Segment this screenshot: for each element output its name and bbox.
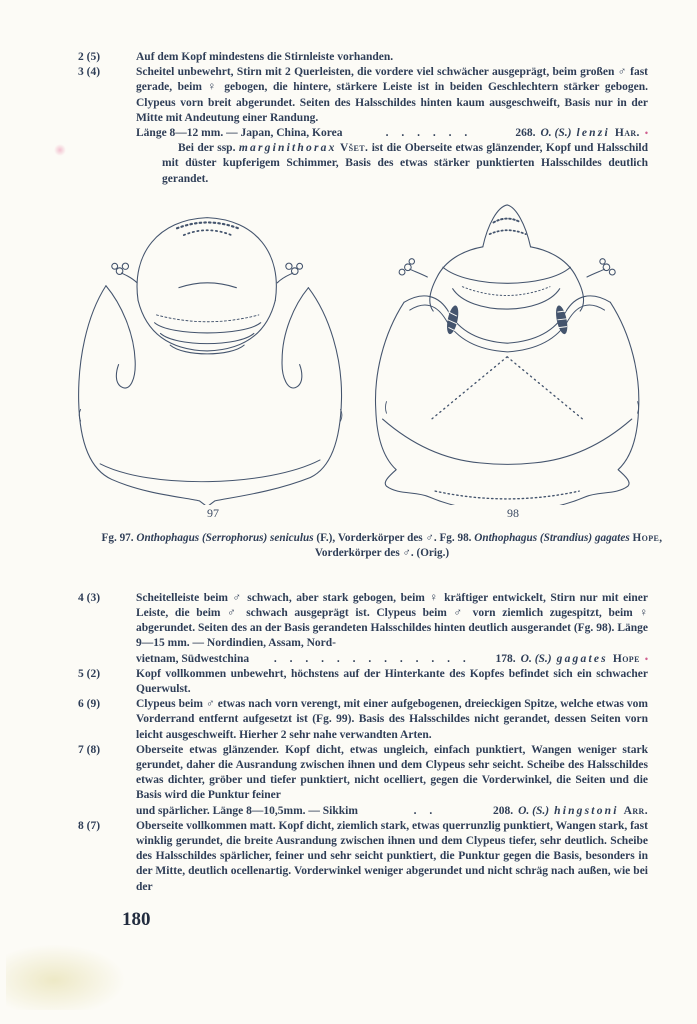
caption-fig1-label: Fg. 97. bbox=[101, 531, 134, 544]
item-number: 7 (8) bbox=[78, 743, 101, 756]
item-text: Oberseite vollkommen matt. Kopf dicht, ziemlich stark, etwas querrunzlig punktiert, Wangen stark, fast winklig gerundet, die breite Ausrandung zwischen ihnen und dem Clypeus tiefer, sehr deutlich. Scheibe des Halsschildes spärlicher, feiner und sehr seicht punktiert, die Punktur gegen die Basis, besonders in der Mitte, deutlich ocellenartig. Vorderwinkel weniger abgerundet und nicht schräg nach außen, wie bei der bbox=[136, 819, 648, 893]
species-epithet: lenzi bbox=[576, 127, 610, 140]
taxon-abbreviation: O. (S.) bbox=[518, 804, 550, 817]
item-text: Oberseite etwas glänzender. Kopf dicht, etwas ungleich, einfach punktiert, Wangen weniger stark gerundet, daher die Ausrandung zwischen ihnen und dem Clypeus sehr seicht. Scheibe des Halsschildes etwas dichter, gröber und tiefer punktiert, nicht ocelliert, gegen die Vorderwinkel, die Seiten und die Basis wird die Punktur feiner bbox=[136, 743, 648, 802]
item-number: 2 (5) bbox=[78, 51, 101, 63]
species-number: 208. bbox=[492, 804, 514, 817]
figure-number: 98 bbox=[507, 505, 519, 520]
key-item-6-9 bbox=[78, 697, 648, 743]
subspecies-name: marginithorax bbox=[238, 142, 337, 155]
dot-leader: . . . . . . . . . . . . . bbox=[273, 652, 471, 665]
pencil-mark bbox=[54, 144, 66, 156]
item-text: Kopf vollkommen unbewehrt, höchstens auf der Hinterkante des Kopfes befindet sich ein schwacher Querwulst. bbox=[136, 667, 648, 696]
caption-fig1-rest: Vorderkörper des ♂. bbox=[337, 531, 437, 544]
author-name: Všet. bbox=[339, 142, 369, 155]
ref-left-text: Länge 8—12 mm. — Japan, China, Korea bbox=[136, 127, 343, 140]
figure-98 bbox=[367, 193, 659, 521]
beetle-forebody-illustration-98 bbox=[367, 193, 659, 505]
author-name: Arr. bbox=[623, 804, 648, 817]
item-body bbox=[136, 591, 648, 667]
item-number: 8 (7) bbox=[78, 819, 101, 832]
note-lead: Bei der ssp. bbox=[178, 142, 236, 155]
caption-fig2-rest: Vorderkörper des ♂. (Orig.) bbox=[314, 546, 450, 559]
item-number: 5 (2) bbox=[78, 667, 101, 680]
species-epithet: hingstoni bbox=[554, 804, 619, 817]
figure-number: 97 bbox=[207, 505, 219, 520]
species-reference-line bbox=[136, 804, 648, 819]
taxon-abbreviation: O. (S.) bbox=[520, 652, 552, 665]
figure-97 bbox=[67, 193, 359, 521]
species-number: 178. bbox=[495, 652, 516, 665]
dot-leader: . . bbox=[413, 804, 438, 817]
species-reference-line bbox=[136, 126, 648, 141]
caption-fig2-taxon: Onthophagus (Strandius) gagates bbox=[474, 531, 630, 544]
caption-fig2-label: Fg. 98. bbox=[439, 531, 472, 544]
item-body bbox=[136, 65, 648, 187]
key-item-3-4 bbox=[78, 65, 648, 187]
ref-right-group bbox=[496, 652, 648, 667]
dot-leader: . . . . . . bbox=[385, 127, 473, 140]
beetle-forebody-illustration-97 bbox=[67, 193, 359, 505]
note-rest: ist die Oberseite etwas glänzender, Kopf und Halsschild mit düster kupferigem Schimmer, Basis des etwas stärker punktierten Halsschildes deutlich gerandet. bbox=[162, 142, 648, 185]
caption-fig1-author: (F.), bbox=[316, 531, 336, 544]
ref-left-text: und spärlicher. Länge 8—10,5mm. — Sikkim bbox=[136, 804, 358, 817]
subspecies-note bbox=[162, 141, 648, 187]
margin-mark: • bbox=[644, 128, 648, 139]
item-text: Auf dem Kopf mindestens die Stirnleiste vorhanden. bbox=[136, 51, 394, 63]
item-number: 6 (9) bbox=[78, 698, 101, 711]
key-item-4-3 bbox=[78, 591, 648, 667]
item-text: Clypeus beim ♂ etwas nach vorn verengt, mit einer aufgebogenen, dreieckigen Spitze, welche etwas vom Vorderrand entfernt aufgesetzt ist (Fg. 99). Basis des Halsschildes nicht gerandet, dessen Seiten vorn leicht ausgeschweift. Hierher 2 sehr nahe verwandten Arten. bbox=[136, 698, 648, 741]
key-item-5-2 bbox=[78, 667, 648, 697]
species-reference-line bbox=[136, 652, 648, 667]
item-number: 3 (4) bbox=[78, 66, 101, 79]
taxon-abbreviation: O. (S.) bbox=[540, 127, 572, 140]
figure-row bbox=[78, 193, 648, 521]
caption-fig1-taxon: Onthophagus (Serrophorus) seniculus bbox=[136, 531, 314, 544]
item-body bbox=[136, 743, 648, 819]
identification-key-block-2 bbox=[78, 591, 648, 895]
paper-stain bbox=[6, 944, 126, 1010]
ref-right-group bbox=[515, 126, 648, 141]
key-item-8-7 bbox=[78, 819, 648, 895]
item-text: Scheitelleiste beim ♂ schwach, aber stark gebogen, beim ♀ kräftiger entwickelt, Stirn nur mit einer Leiste, die beim ♂ schwach ausgeprägt ist. Clypeus beim ♂ vorn ziemlich zugespitzt, beim ♀ abgerundet. Seiten des an der Basis gerandeten Halsschildes hinten deutlich ausgerandet (Fg. 98). Länge 9—15 mm. — Nordindien, Assam, Nord- bbox=[136, 591, 648, 650]
author-name: Har. bbox=[614, 127, 640, 140]
ref-right-group bbox=[493, 804, 648, 819]
page-number: 180 bbox=[122, 908, 151, 930]
margin-mark: • bbox=[644, 653, 648, 664]
item-text: Scheitel unbewehrt, Stirn mit 2 Querleisten, die vordere viel schwächer ausgeprägt, beim großen ♂ fast gerade, beim ♀ gebogen, die hintere, stärkere Leiste ist in beiden Geschlechtern stärker gebogen. Clypeus vorn breit abgerundet. Seiten des Halsschildes hinten kaum ausgeschweift, Basis nur in der Mitte mit Andeutung einer Randung. bbox=[136, 66, 648, 124]
caption-fig2-author: Hope, bbox=[632, 531, 663, 544]
species-number: 268. bbox=[515, 127, 536, 140]
ref-left-text: vietnam, Südwestchina bbox=[136, 652, 250, 665]
author-name: Hope bbox=[612, 652, 640, 665]
identification-key-block-1 bbox=[78, 50, 648, 187]
species-epithet: gagates bbox=[556, 652, 608, 665]
key-item-7-8 bbox=[78, 743, 648, 819]
key-item-2-5 bbox=[78, 50, 648, 65]
item-number: 4 (3) bbox=[78, 591, 101, 604]
figure-caption bbox=[78, 531, 686, 561]
